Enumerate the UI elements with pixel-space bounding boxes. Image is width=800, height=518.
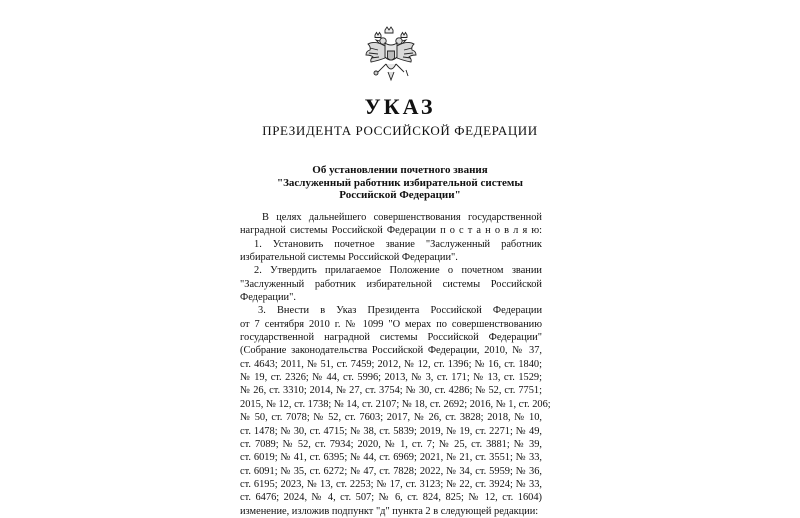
subject-line: Российской Федерации" xyxy=(339,189,461,201)
body-line: ст. 7089; № 52, ст. 7934; 2020, № 1, ст. 7; № 25, ст. 3881; № 39, xyxy=(240,438,542,450)
body-line: от 7 сентября 2010 г. № 1099 "О мерах по совершенствованию xyxy=(240,318,542,330)
body-line: № 19, ст. 2326; № 44, ст. 5996; 2013, № 3, ст. 171; № 13, ст. 1529; xyxy=(240,372,542,384)
coat-of-arms-emblem xyxy=(364,26,418,90)
body-line: (Собрание законодательства Российской Федерации, 2010, № 37, xyxy=(240,345,542,357)
body-line: 2. Утвердить прилагаемое Положение о почетном звании xyxy=(254,265,542,277)
body-line: ст. 6091; № 35, ст. 6272; № 47, ст. 7828; 2022, № 34, ст. 5959; № 36, xyxy=(240,465,542,477)
body-line: ст. 6476; 2024, № 4, ст. 507; № 6, ст. 824, 825; № 12, ст. 1604) xyxy=(240,492,542,504)
body-line: 1. Установить почетное звание "Заслуженный работник xyxy=(254,238,542,250)
body-line: № 26, ст. 3310; 2014, № 27, ст. 3754; № 30, ст. 4286; № 52, ст. 7751; xyxy=(240,385,542,397)
body-line: ст. 6019; № 41, ст. 6395; № 44, ст. 6969; 2021, № 21, ст. 3551; № 33, xyxy=(240,452,542,464)
body-line: 3. Внести в Указ Президента Российской Федерации xyxy=(258,305,542,317)
body-line: "Заслуженный работник избирательной системы Российской xyxy=(240,278,542,290)
subject-line: "Заслуженный работник избирательной системы xyxy=(277,176,523,189)
body-line: № 50, ст. 7078; № 52, ст. 7603; 2017, № 26, ст. 3828; 2018, № 10, xyxy=(240,412,542,424)
decree-body xyxy=(240,211,551,518)
body-line: ст. 6195; 2023, № 13, ст. 2253; № 17, ст. 3123; № 22, ст. 3924; № 33, xyxy=(240,478,542,490)
body-line: ст. 4643; 2011, № 51, ст. 7459; 2012, № 12, ст. 1396; № 16, ст. 1840; xyxy=(240,358,542,370)
body-line: Федерации". xyxy=(240,292,296,304)
body-line: изменение, изложив подпункт "д" пункта 2 в следующей редакции: xyxy=(240,505,539,517)
body-line: ст. 1478; № 30, ст. 4715; № 38, ст. 5839; 2019, № 19, ст. 2271; № 49, xyxy=(240,425,542,437)
body-line: В целях дальнейшего совершенствования государственной xyxy=(262,212,542,223)
body-line: избирательной системы Российской Федерации". xyxy=(240,252,458,264)
document-title: УКАЗ xyxy=(364,94,436,119)
body-line: государственной наградной системы Российской Федерации" xyxy=(240,332,542,344)
body-line: 2015, № 12, ст. 1738; № 14, ст. 2107; № 18, ст. 2692; 2016, № 1, ст. 206; xyxy=(240,398,551,410)
body-line: наградной системы Российской Федерации п о с т а н о в л я ю: xyxy=(240,225,542,237)
decree-subject xyxy=(0,164,800,202)
subject-line: Об установлении почетного звания xyxy=(312,164,488,176)
document-subtitle: ПРЕЗИДЕНТА РОССИЙСКОЙ ФЕДЕРАЦИИ xyxy=(262,123,538,138)
